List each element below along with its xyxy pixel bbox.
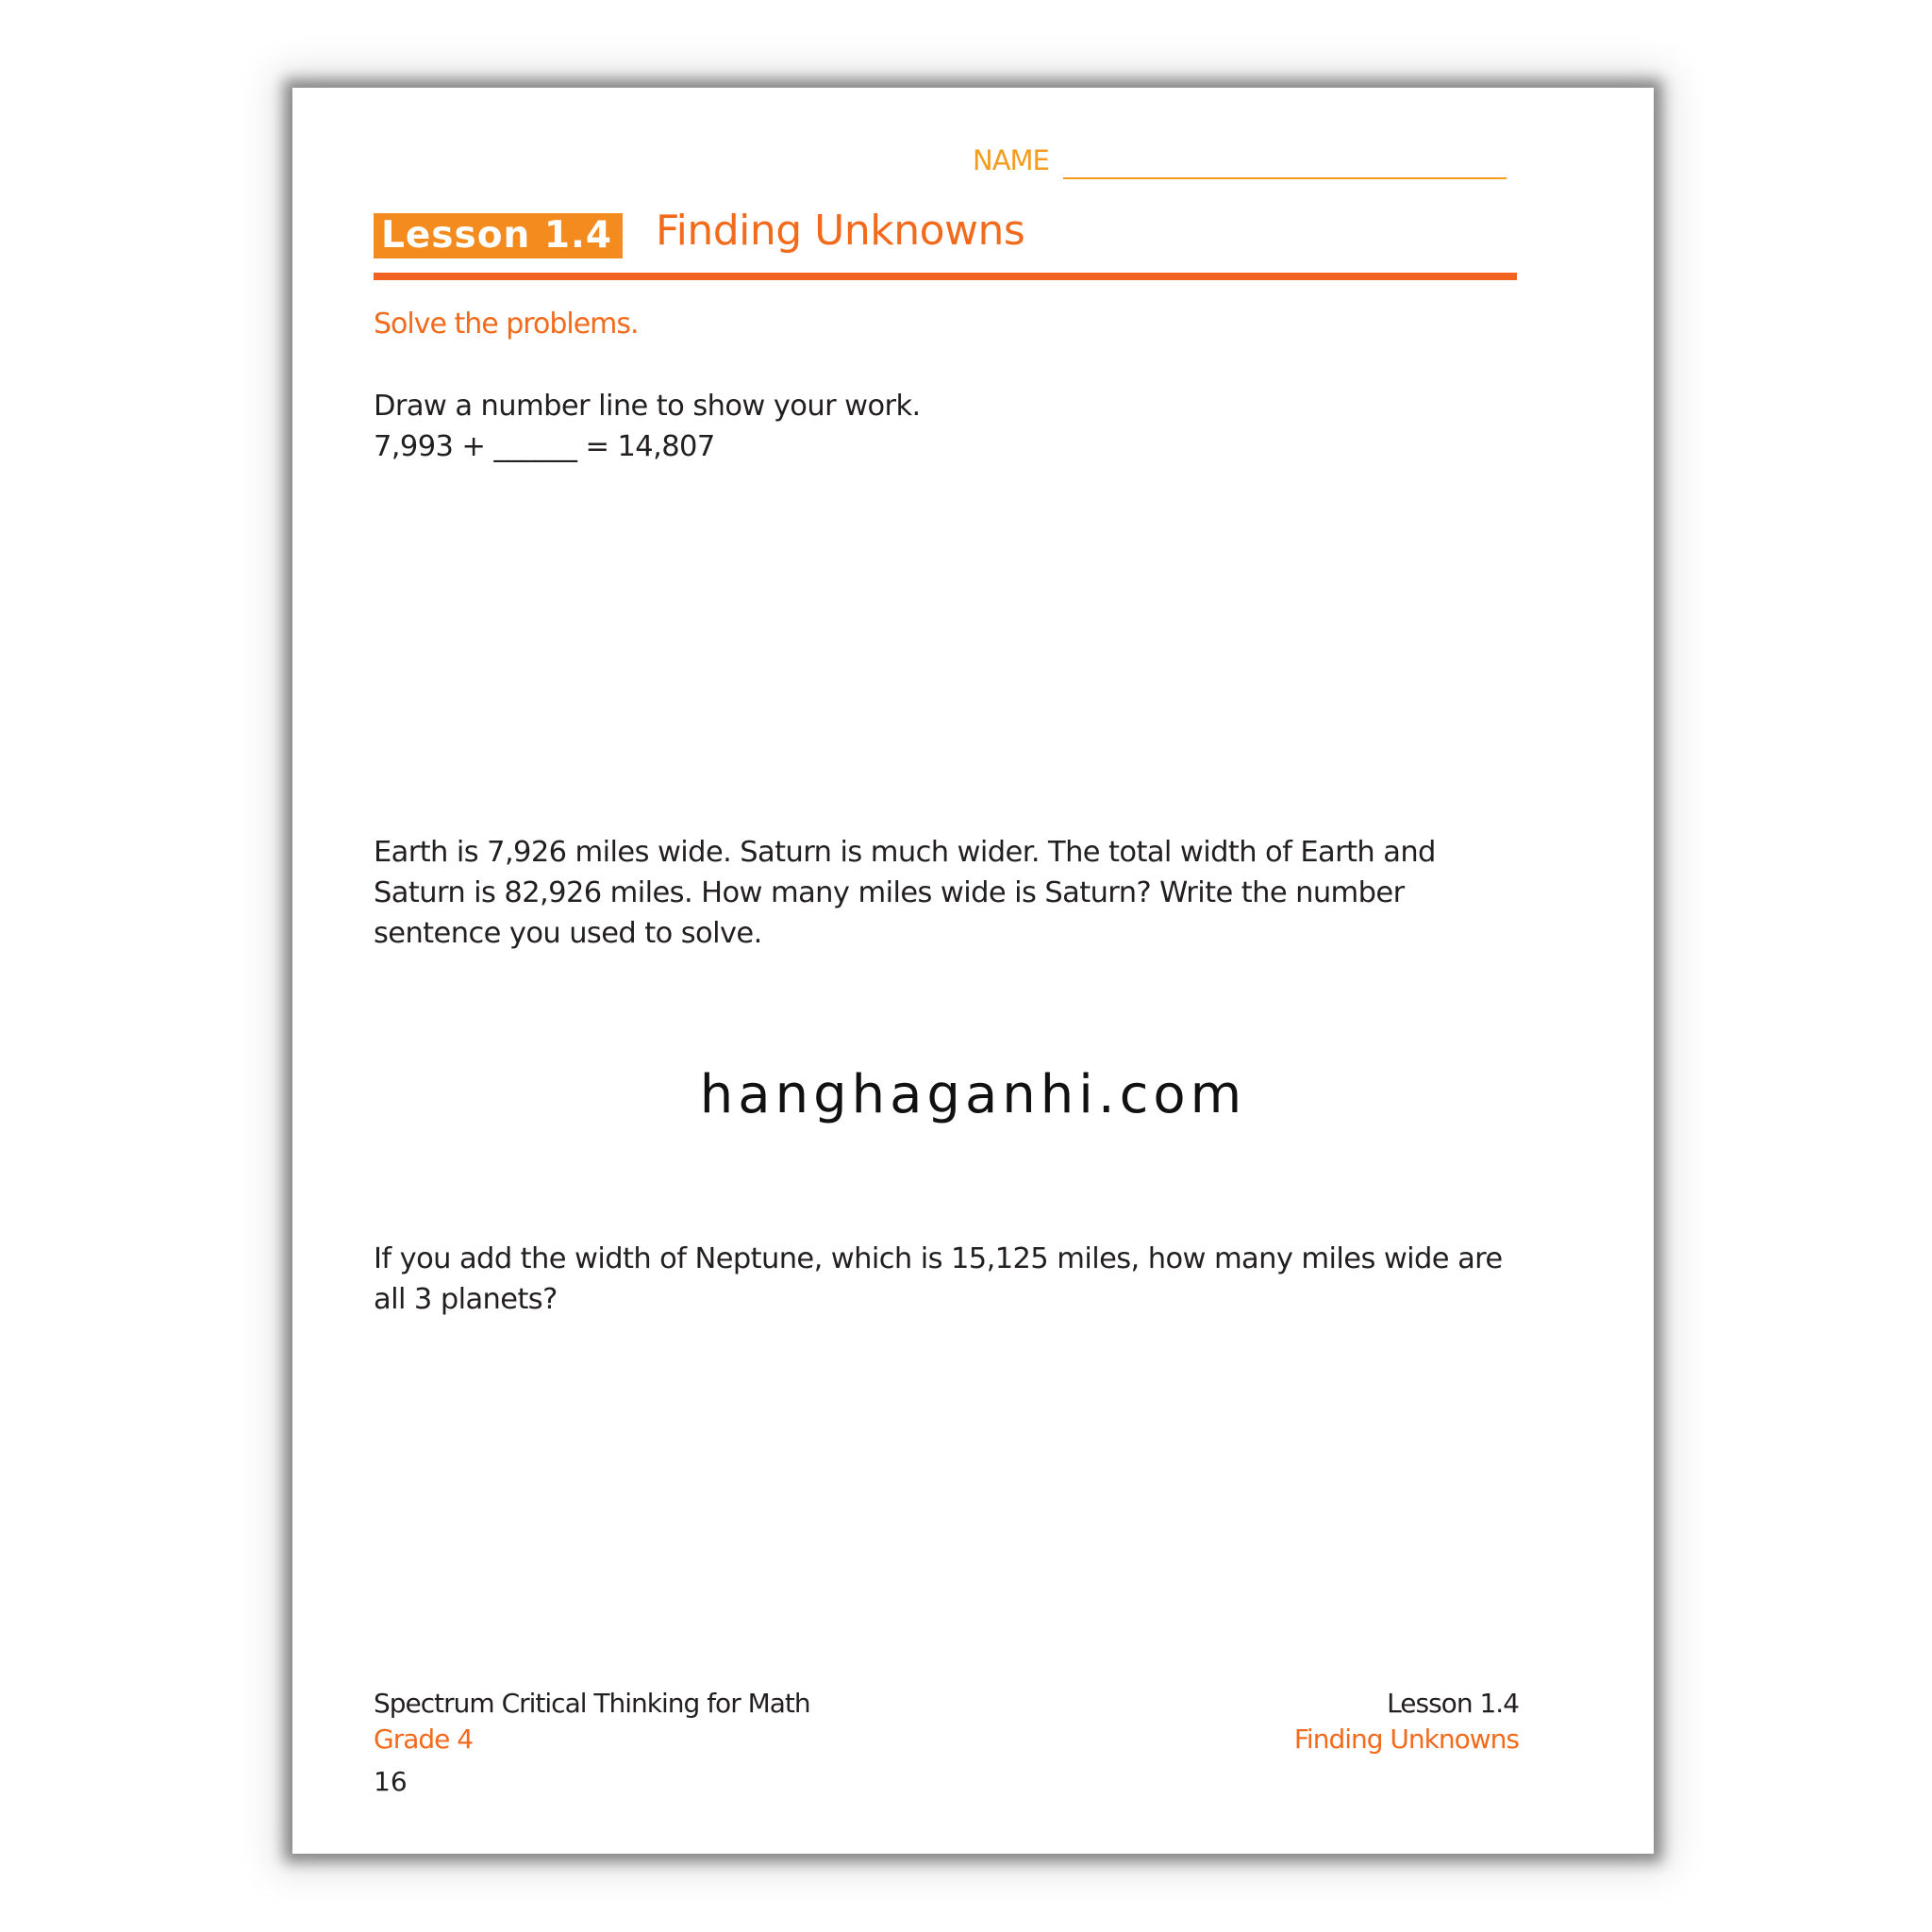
footer-right	[1294, 1686, 1519, 1757]
problem-2-text: Earth is 7,926 miles wide. Saturn is much wider. The total width of Earth and Saturn is 82,926 miles. How many miles wide is Saturn? Write the number sentence you used to solve.	[374, 836, 1436, 950]
footer-lesson-title: Finding Unknowns	[1293, 1724, 1519, 1755]
problem-1	[374, 386, 1520, 467]
problem-1-equation: 7,993 + ______ = 14,807	[374, 430, 715, 463]
problem-3-text: If you add the width of Neptune, which is 15,125 miles, how many miles wide are all 3 planets?	[374, 1242, 1503, 1316]
lesson-badge: Lesson 1.4	[374, 213, 623, 258]
watermark: hanghaganhi.com	[699, 1064, 1247, 1125]
instructions: Solve the problems.	[374, 308, 639, 341]
problem-2	[374, 832, 1520, 954]
problem-1-instruction: Draw a number line to show your work.	[374, 390, 921, 423]
lesson-title: Finding Unknowns	[656, 207, 1025, 255]
footer-book-title: Spectrum Critical Thinking for Math	[374, 1688, 810, 1719]
page-number: 16	[374, 1766, 408, 1797]
title-divider	[374, 273, 1517, 280]
problem-3	[374, 1239, 1520, 1320]
name-field	[973, 144, 1482, 192]
footer-left	[374, 1686, 810, 1757]
footer-grade: Grade 4	[374, 1724, 474, 1755]
worksheet-page	[292, 88, 1654, 1854]
footer-lesson: Lesson 1.4	[1387, 1688, 1519, 1719]
name-label: NAME	[973, 144, 1049, 176]
name-blank-line	[1063, 177, 1507, 179]
